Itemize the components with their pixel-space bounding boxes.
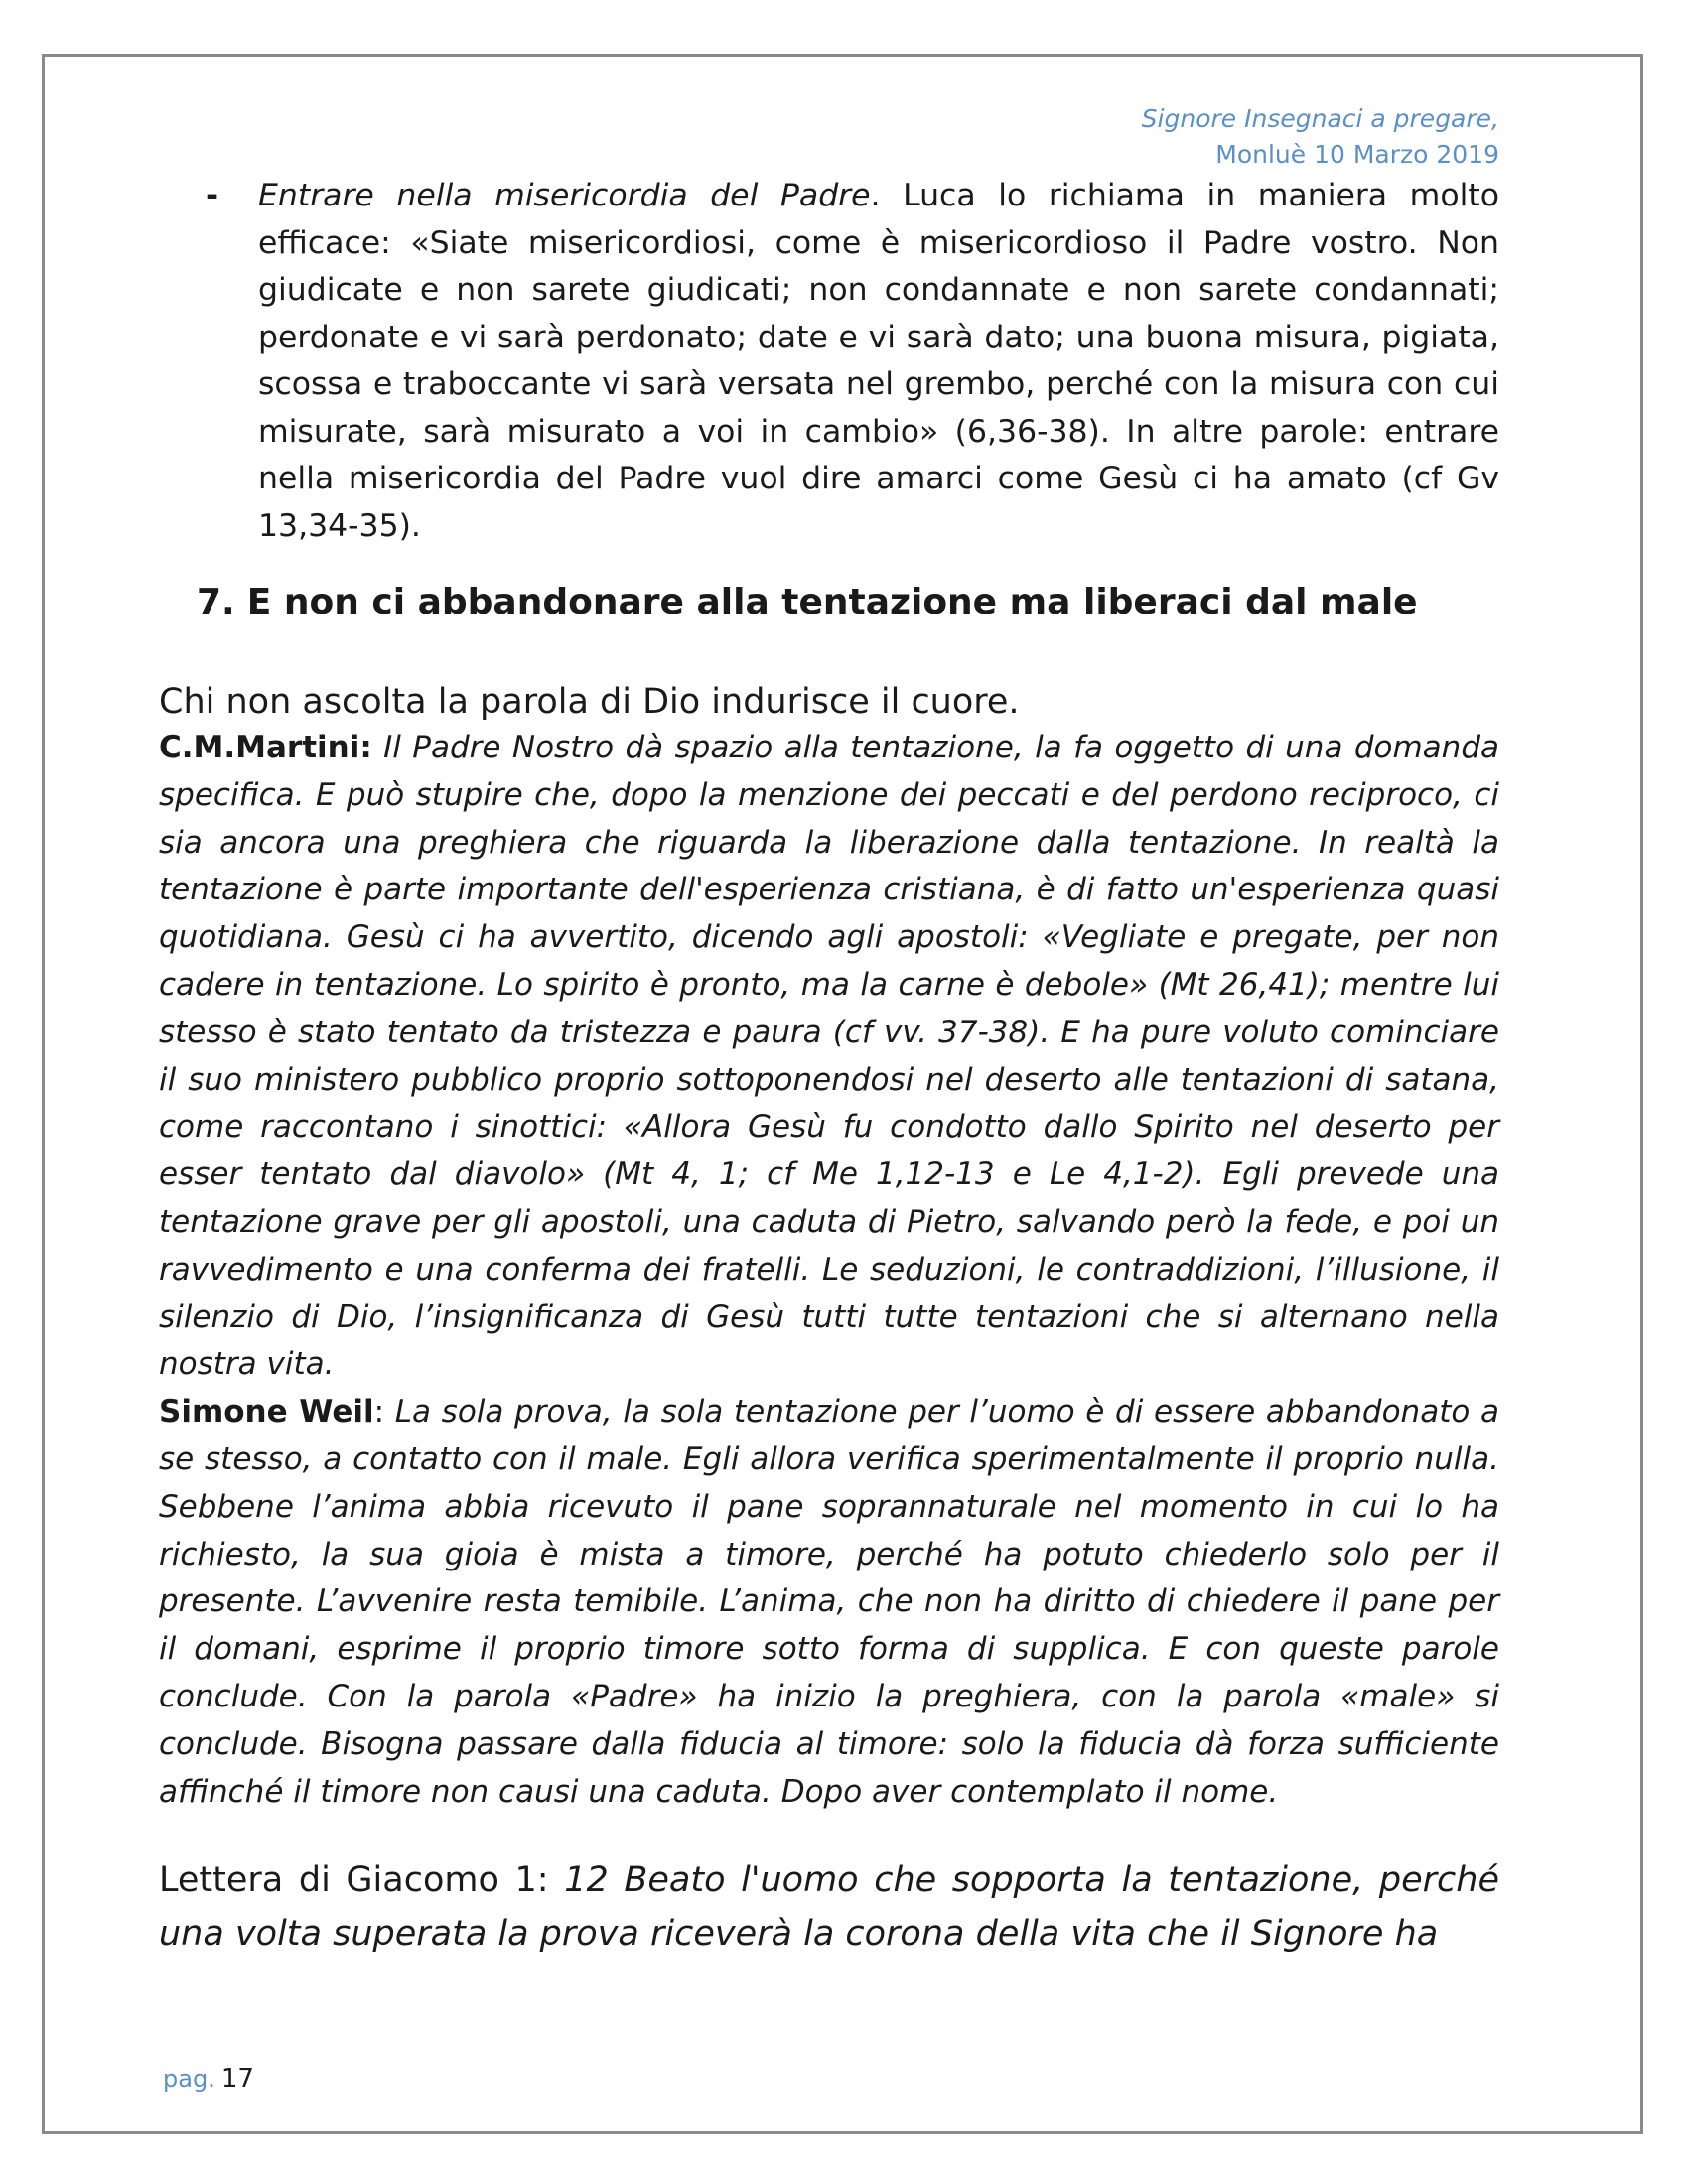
header-title: Signore Insegnaci a pregare,	[1141, 104, 1499, 133]
letter-paragraph	[159, 1853, 1499, 1961]
page-number: 17	[220, 2064, 254, 2094]
section-title: E non ci abbandonare alla tentazione ma liberaci dal male	[246, 582, 1418, 622]
bullet-lead: Entrare nella misericordia del Padre	[258, 178, 871, 213]
weil-paragraph	[159, 1389, 1499, 1816]
header-date: Monluè 10 Marzo 2019	[1215, 140, 1499, 169]
bullet-marker: -	[206, 178, 219, 213]
page-content	[159, 173, 1499, 1961]
section-number: 7.	[197, 582, 235, 622]
bullet-paragraph	[159, 173, 1499, 550]
weil-quote: La sola prova, la sola tentazione per l’uomo è di essere abbandonato a se stesso, a contatto con il male. Egli allora verifica sperimentalmente il proprio nulla. Sebbene l’anima abbia ricevuto il pane soprannaturale nel momento in cui lo ha richiesto, la sua gioia è mista a timore, perché ha potuto chiederlo solo per il presente. L’avvenire resta temibile. L’anima, che non ha diritto di chiedere il pane per il domani, esprime il proprio timore sotto forma di supplica. E con queste parole conclude. Con la parola «Padre» ha inizio la preghiera, con la parola «male» si conclude. Bisogna passare dalla fiducia al timore: solo la fiducia dà forza sufficiente affinché il timore non causi una caduta. Dopo aver contemplato il nome.	[159, 1394, 1499, 1810]
martini-quote: Il Padre Nostro dà spazio alla tentazione, la fa oggetto di una domanda specifica. E può stupire che, dopo la menzione dei peccati e del perdono reciproco, ci sia ancora una preghiera che riguarda la liberazione dalla tentazione. In realtà la tentazione è parte importante dell'esperienza cristiana, è di fatto un'esperienza quasi quotidiana. Gesù ci ha avvertito, dicendo agli apostoli: «Vegliate e pregate, per non cadere in tentazione. Lo spirito è pronto, ma la carne è debole» (Mt 26,41); mentre lui stesso è stato tentato da tristezza e paura (cf vv. 37-38). E ha pure voluto cominciare il suo ministero pubblico proprio sottoponendosi nel deserto alle tentazioni di satana, come raccontano i sinottici: «Allora Gesù fu condotto dallo Spirito nel deserto per esser tentato dal diavolo» (Mt 4, 1; cf Me 1,12-13 e Le 4,1-2). Egli prevede una tentazione grave per gli apostoli, una caduta di Pietro, salvando però la fede, e poi un ravvedimento e una conferma dei fratelli. Le seduzioni, le contraddizioni, l’illusione, il silenzio di Dio, l’insignificanza di Gesù tutti tutte tentazioni che si alternano nella nostra vita.	[159, 730, 1499, 1383]
martini-author: C.M.Martini:	[159, 730, 372, 765]
letter-label: Lettera di Giacomo 1:	[159, 1860, 565, 1901]
weil-colon: :	[373, 1394, 395, 1431]
page-label: pag.	[163, 2065, 215, 2093]
section-heading	[159, 578, 1499, 627]
letter-quote: 12 Beato l'uomo che sopporta la tentazione, perché una volta superata la prova riceverà la corona della vita che il Signore ha	[159, 1860, 1499, 1955]
bullet-text: . Luca lo richiama in maniera molto efficace: «Siate misericordiosi, come è misericordioso il Padre vostro. Non giudicate e non sarete giudicati; non condannate e non sarete condannati; perdonate e vi sarà perdonato; date e vi sarà dato; una buona misura, pigiata, scossa e traboccante vi sarà versata nel grembo, perché con la misura con cui misurate, sarà misurato a voi in cambio» (6,36-38). In altre parole: entrare nella misericordia del Padre vuol dire amarci come Gesù ci ha amato (cf Gv 13,34-35).	[258, 178, 1499, 544]
lead-sentence: Chi non ascolta la parola di Dio indurisce il cuore.	[159, 682, 1020, 722]
weil-author: Simone Weil	[159, 1394, 374, 1431]
martini-paragraph	[159, 725, 1499, 1389]
page-header	[1142, 101, 1499, 173]
page-footer	[163, 2064, 254, 2094]
